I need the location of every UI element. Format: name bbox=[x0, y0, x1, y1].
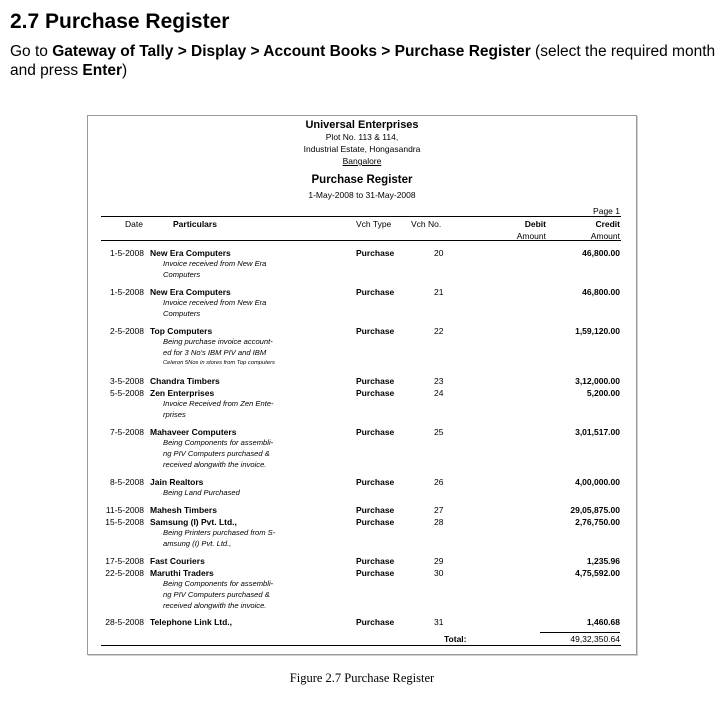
row-credit-amount: 29,05,875.00 bbox=[570, 505, 620, 515]
row-vch-no: 25 bbox=[434, 427, 444, 437]
row-credit-amount: 1,59,120.00 bbox=[575, 326, 620, 336]
row-vch-no: 26 bbox=[434, 477, 444, 487]
row-date: 5-5-2008 bbox=[109, 388, 144, 398]
row-party: New Era Computers bbox=[150, 287, 231, 297]
row-narration: Being Land Purchased bbox=[163, 488, 240, 497]
row-party: Zen Enterprises bbox=[150, 388, 215, 398]
instruction-middle: (select the required month and press bbox=[10, 43, 716, 79]
row-party: Samsung (I) Pvt. Ltd., bbox=[150, 517, 237, 527]
register-row bbox=[88, 556, 636, 568]
company-address-line-1: Plot No. 113 & 114, bbox=[325, 132, 399, 142]
row-party: Telephone Link Ltd., bbox=[150, 617, 233, 627]
row-vch-no: 29 bbox=[434, 556, 444, 566]
company-address-line-2: Industrial Estate, Hongasandra bbox=[303, 144, 421, 154]
total-label: Total: bbox=[444, 634, 467, 644]
company-name: Universal Enterprises bbox=[305, 119, 419, 131]
row-date: 11-5-2008 bbox=[105, 505, 144, 515]
header-credit: Credit bbox=[595, 219, 620, 229]
row-vch-type: Purchase bbox=[356, 287, 395, 297]
row-vch-type: Purchase bbox=[356, 556, 395, 566]
header-vch-type: Vch Type bbox=[356, 219, 392, 229]
row-date: 2-5-2008 bbox=[109, 326, 144, 336]
row-vch-type: Purchase bbox=[356, 617, 395, 627]
row-narration: Invoice received from New Era Computers bbox=[163, 298, 267, 318]
register-row bbox=[88, 617, 636, 629]
register-row bbox=[88, 376, 636, 388]
row-credit-amount: 46,800.00 bbox=[582, 287, 620, 297]
row-vch-type: Purchase bbox=[356, 326, 395, 336]
row-date: 7-5-2008 bbox=[109, 427, 144, 437]
row-vch-no: 30 bbox=[434, 568, 444, 578]
row-credit-amount: 2,76,750.00 bbox=[575, 517, 620, 527]
purchase-register-report bbox=[87, 115, 637, 655]
row-party: New Era Computers bbox=[150, 248, 231, 258]
row-credit-amount: 5,200.00 bbox=[586, 388, 620, 398]
instruction-end: ) bbox=[122, 62, 128, 79]
row-credit-amount: 3,01,517.00 bbox=[575, 427, 620, 437]
row-vch-type: Purchase bbox=[356, 568, 395, 578]
row-date: 3-5-2008 bbox=[109, 376, 144, 386]
header-bottom-rule bbox=[101, 240, 621, 241]
row-vch-type: Purchase bbox=[356, 517, 395, 527]
header-credit-amount: Amount bbox=[590, 231, 620, 241]
row-vch-type: Purchase bbox=[356, 248, 395, 258]
row-credit-amount: 4,75,592.00 bbox=[575, 568, 620, 578]
header-date: Date bbox=[125, 219, 143, 229]
row-vch-no: 23 bbox=[434, 376, 444, 386]
row-vch-no: 27 bbox=[434, 505, 444, 515]
section-heading: 2.7 Purchase Register bbox=[10, 10, 230, 33]
row-date: 17-5-2008 bbox=[105, 556, 144, 566]
row-narration-continued: Celeron 5Nos in stores from Top computers bbox=[163, 360, 275, 366]
row-vch-no: 24 bbox=[434, 388, 444, 398]
row-credit-amount: 1,235.96 bbox=[586, 556, 620, 566]
menu-path: Gateway of Tally > Display > Account Books > Purchase Register bbox=[52, 43, 531, 60]
total-amount: 49,32,350.64 bbox=[570, 634, 620, 644]
row-narration: Invoice received from New Era Computers bbox=[163, 259, 267, 279]
row-vch-type: Purchase bbox=[356, 477, 395, 487]
row-vch-type: Purchase bbox=[356, 376, 395, 386]
row-party: Maruthi Traders bbox=[150, 568, 214, 578]
header-debit-amount: Amount bbox=[516, 231, 546, 241]
row-date: 15-5-2008 bbox=[105, 517, 144, 527]
total-top-rule bbox=[540, 632, 620, 633]
report-title: Purchase Register bbox=[311, 174, 413, 186]
row-vch-no: 22 bbox=[434, 326, 444, 336]
row-party: Chandra Timbers bbox=[150, 376, 220, 386]
instruction-text bbox=[10, 42, 722, 80]
row-narration: Being Components for assembli- ng PIV Computers purchased & received alongwith the invoice. bbox=[163, 438, 274, 469]
row-vch-no: 20 bbox=[434, 248, 444, 258]
row-party: Mahesh Timbers bbox=[150, 505, 217, 515]
enter-key: Enter bbox=[82, 62, 123, 79]
header-debit: Debit bbox=[524, 219, 546, 229]
company-address-line-3: Bangalore bbox=[342, 156, 382, 166]
row-credit-amount: 46,800.00 bbox=[582, 248, 620, 258]
register-row bbox=[88, 505, 636, 517]
row-narration: Being Components for assembli- ng PIV Computers purchased & received alongwith the invoice. bbox=[163, 579, 274, 610]
report-bottom-rule bbox=[101, 645, 621, 646]
header-particulars: Particulars bbox=[173, 219, 217, 229]
row-credit-amount: 1,460.68 bbox=[586, 617, 620, 627]
row-vch-type: Purchase bbox=[356, 427, 395, 437]
row-vch-type: Purchase bbox=[356, 388, 395, 398]
report-period: 1-May-2008 to 31-May-2008 bbox=[308, 190, 416, 200]
row-credit-amount: 3,12,000.00 bbox=[575, 376, 620, 386]
row-party: Fast Couriers bbox=[150, 556, 205, 566]
row-vch-type: Purchase bbox=[356, 505, 395, 515]
row-party: Mahaveer Computers bbox=[150, 427, 237, 437]
row-vch-no: 31 bbox=[434, 617, 444, 627]
row-narration: Invoice Received from Zen Ente- rprises bbox=[163, 399, 274, 419]
row-date: 22-5-2008 bbox=[105, 568, 144, 578]
row-vch-no: 28 bbox=[434, 517, 444, 527]
row-date: 1-5-2008 bbox=[109, 287, 144, 297]
instruction-go-to: Go to bbox=[10, 43, 53, 60]
row-narration: Being purchase invoice account- ed for 3 No's IBM PIV and IBM bbox=[163, 337, 273, 357]
header-top-rule bbox=[101, 216, 621, 217]
row-narration: Being Printers purchased from S- amsung (I) Pvt. Ltd., bbox=[163, 528, 276, 548]
row-vch-no: 21 bbox=[434, 287, 444, 297]
page-number: Page 1 bbox=[593, 206, 620, 216]
row-date: 28-5-2008 bbox=[105, 617, 144, 627]
row-party: Top Computers bbox=[150, 326, 213, 336]
row-credit-amount: 4,00,000.00 bbox=[575, 477, 620, 487]
figure-caption: Figure 2.7 Purchase Register bbox=[289, 671, 435, 685]
row-party: Jain Realtors bbox=[150, 477, 204, 487]
row-date: 1-5-2008 bbox=[109, 248, 144, 258]
row-date: 8-5-2008 bbox=[109, 477, 144, 487]
header-vch-no: Vch No. bbox=[411, 219, 442, 229]
